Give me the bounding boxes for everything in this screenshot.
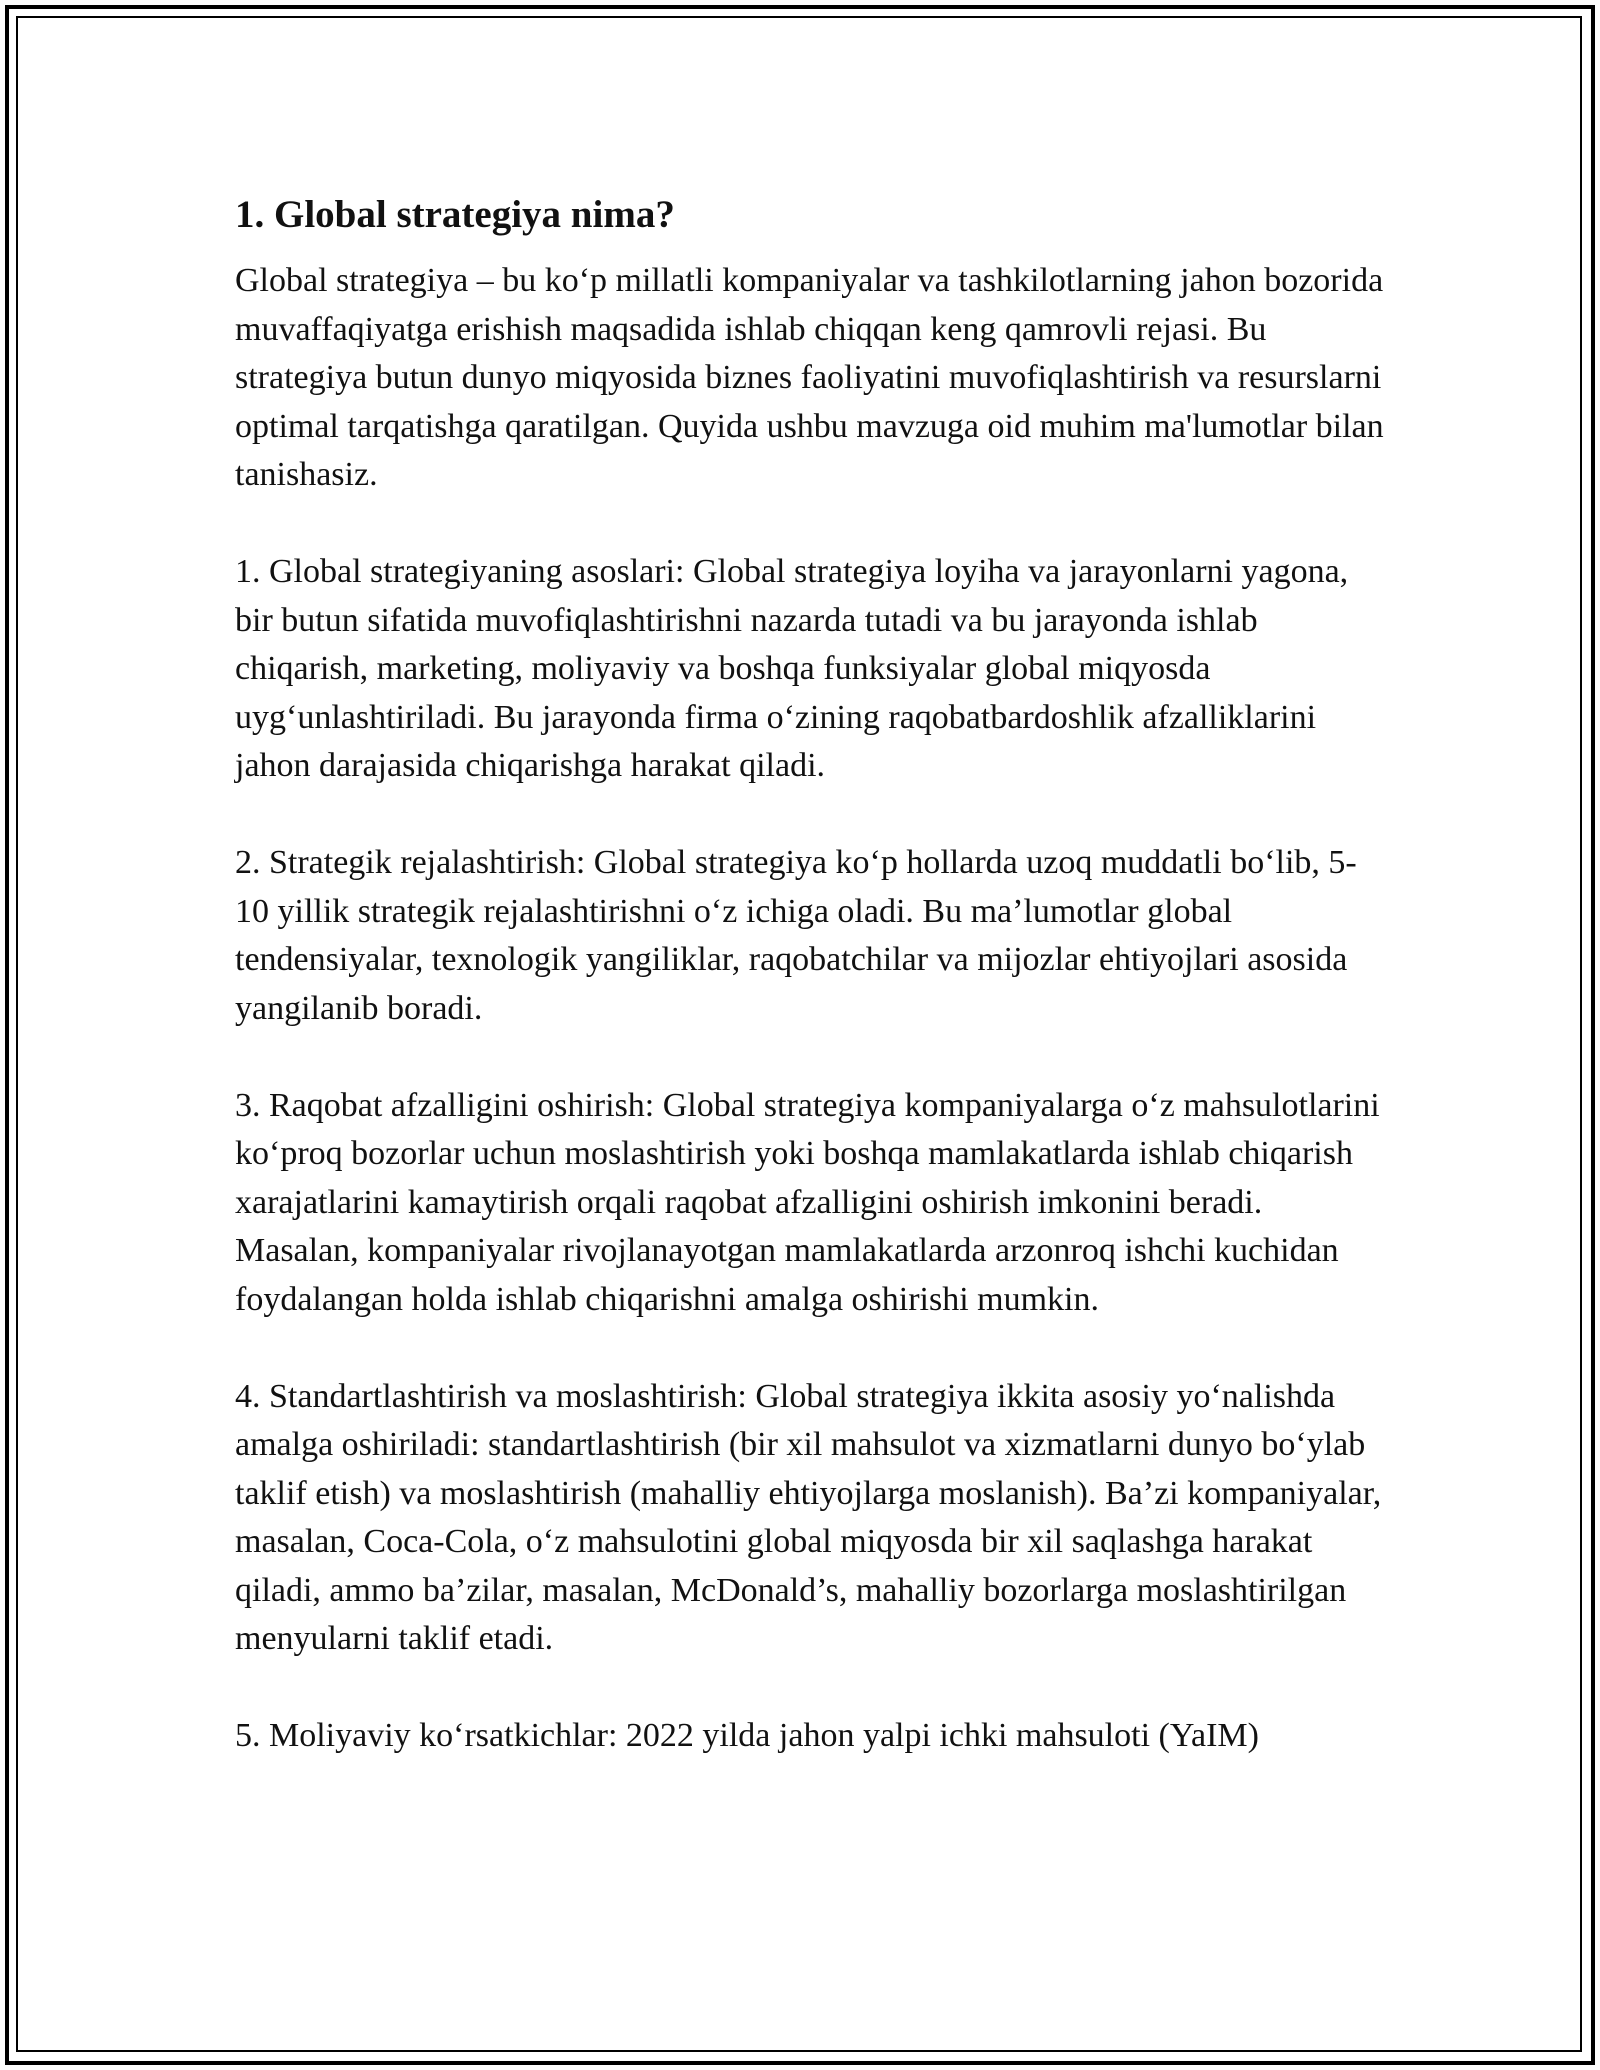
document-body — [235, 185, 1385, 1809]
paragraph-strategic-planning: 2. Strategik rejalashtirish: Global strategiya ko‘p hollarda uzoq muddatli bo‘lib, 5-10 yillik strategik rejalashtirishni o‘z ichiga oladi. Bu ma’lumotlar global tendensiyalar, texnologik yangiliklar, raqobatchilar va mijozlar ehtiyojlari asosida yangilanib boradi. — [235, 844, 1357, 1027]
paragraph-competitive-advantage: 3. Raqobat afzalligini oshirish: Global strategiya kompaniyalarga o‘z mahsulotlarini ko‘proq bozorlar uchun moslashtirish yoki boshqa mamlakatlarda ishlab chiqarish xarajatlarini kamaytirish orqali raqobat afzalligini oshirish imkonini beradi. Masalan, kompaniyalar rivojlanayotgan mamlakatlarda arzonroq ishchi kuchidan foydalangan holda ishlab chiqarishni amalga oshirishi mumkin. — [235, 1086, 1380, 1318]
paragraph-foundations: 1. Global strategiyaning asoslari: Global strategiya loyiha va jarayonlarni yagona, bir butun sifatida muvofiqlashtirishni nazarda tutadi va bu jarayonda ishlab chiqarish, marketing, moliyaviy va boshqa funksiyalar global miqyosda uyg‘unlashtiriladi. Bu jarayonda firma o‘zining raqobatbardoshlik afzalliklarini jahon darajasida chiqarishga harakat qiladi. — [235, 553, 1349, 784]
paragraph-standardization: 4. Standartlashtirish va moslashtirish: Global strategiya ikkita asosiy yo‘nalishda amalga oshiriladi: standartlashtirish (bir xil mahsulot va xizmatlarni dunyo bo‘ylab taklif etish) va moslashtirish (mahalliy ehtiyojlarga moslanish). Ba’zi kompaniyalar, masalan, Coca-Cola, o‘z mahsulotini global miqyosda bir xil saqlashga harakat qiladi, ammo ba’zilar, masalan, McDonald’s, mahalliy bozorlarga moslashtirilgan menyularni taklif etadi. — [235, 1377, 1382, 1657]
paragraph-financial-indicators: 5. Moliyaviy ko‘rsatkichlar: 2022 yilda jahon yalpi ichki mahsuloti (YaIM) — [235, 1717, 1259, 1754]
intro-paragraph: Global strategiya – bu ko‘p millatli kompaniyalar va tashkilotlarning jahon bozorida muvaffaqiyatga erishish maqsadida ishlab chiqqan keng qamrovli rejasi. Bu strategiya butun dunyo miqyosida biznes faoliyatini muvofiqlashtirish va resurslarni optimal tarqatishga qaratilgan. Quyida ushbu mavzuga oid muhim ma'lumotlar bilan tanishasiz. — [235, 262, 1384, 493]
document-title: 1. Global strategiya nima? — [235, 193, 675, 236]
